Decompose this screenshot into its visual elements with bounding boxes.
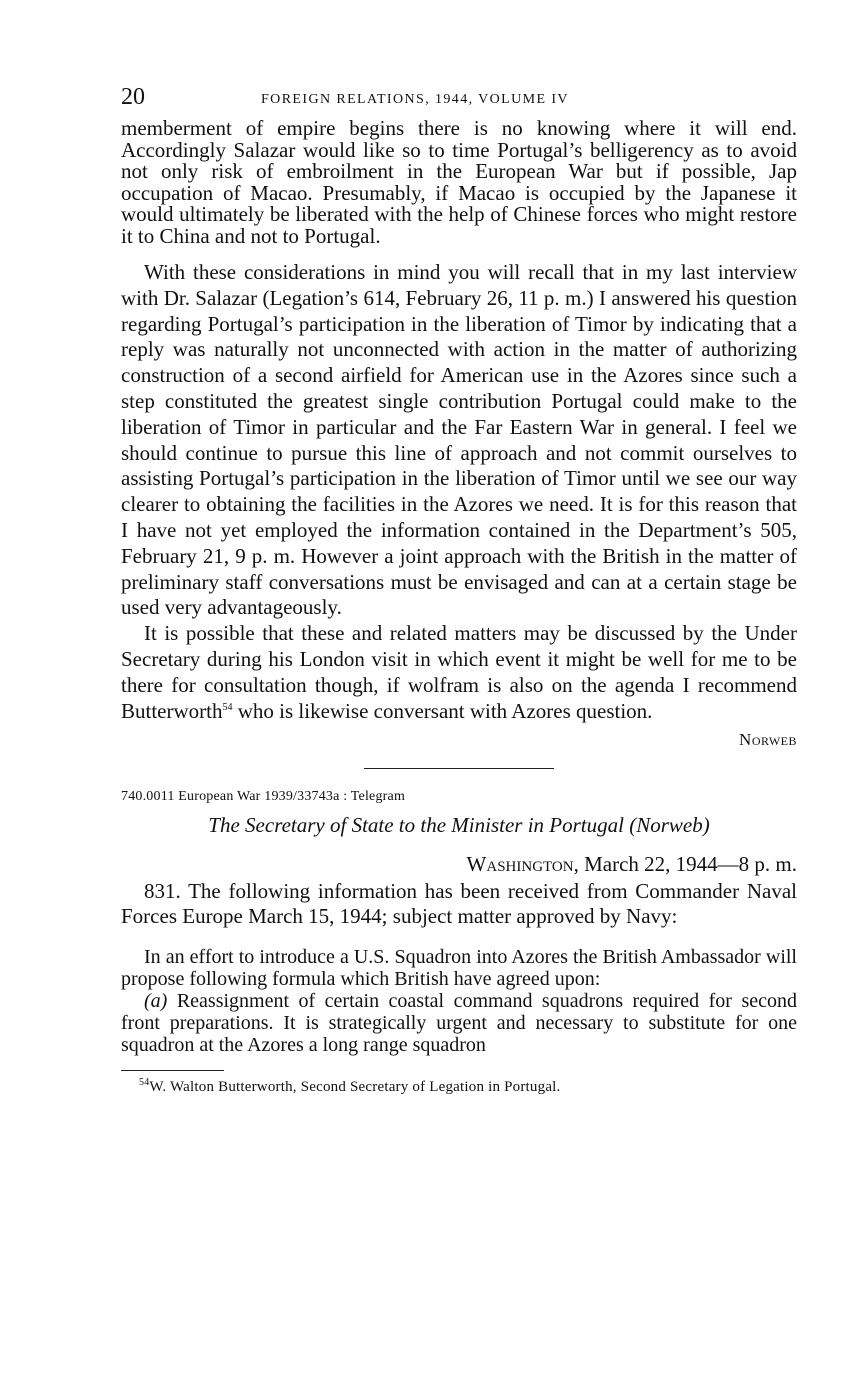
signature: Norweb <box>739 730 797 750</box>
paragraph-considerations: With these considerations in mind you will recall that in my last interview with Dr. Salazar (Legation’s 614, February 26, 11 p. m.) I answered his question regarding Portugal’s participation in the liberation of Timor by indicating that a reply was naturally not unconnected with action in the matter of authorizing construction of a second airfield for American use in the Azores since such a step constituted the greatest single contribution Portugal could make to the liberation of Timor in particular and the Far Eastern War in general. I feel we should continue to pursue this line of approach and not commit ourselves to assisting Portugal’s participation in the liberation of Timor until we see our way clearer to obtaining the facilities in the Azores we need. It is for this reason that I have not yet employed the information contained in the Department’s 505, February 21, 9 p. m. However a joint approach with the British in the matter of preliminary staff conversations must be envisaged and can at a certain stage be used very advantageously. <box>121 260 797 620</box>
item-label: (a) <box>144 990 168 1013</box>
footnote-reference: 54 <box>222 701 233 713</box>
page-header <box>121 84 797 118</box>
file-reference: 740.0011 European War 1939/33743a : Telegram <box>121 789 406 805</box>
footnote-number: 54 <box>139 1077 150 1089</box>
quoted-paragraph: In an effort to introduce a U.S. Squadron into Azores the British Ambassador will propose following formula which British have agreed upon: <box>121 946 797 991</box>
item-text: Reassignment of certain coastal command squadrons required for second front preparations. It is strategically urgent and necessary to substitute for one squadron at the Azores a long range squadron <box>121 990 797 1057</box>
document-page <box>121 84 797 1096</box>
quoted-item <box>121 990 797 1056</box>
dateline-date: March 22, 1944—8 p. m. <box>578 852 797 877</box>
footnote-rule <box>121 1070 224 1071</box>
footnote-text: W. Walton Butterworth, Second Secretary of Legation in Portugal. <box>149 1079 561 1096</box>
paragraph-text: It is possible that these and related matters may be discussed by the Under Secretary during his London visit in which event it might be well for me to be there for consultation though, if wolfram is also on the agenda I recommend Butterworth <box>121 621 797 723</box>
paragraph-text-end: who is likewise conversant with Azores question. <box>232 698 653 723</box>
paragraph-under-secretary <box>121 621 797 724</box>
telegram-paragraph: 831. The following information has been received from Commander Naval Forces Europe March 15, 1944; subject matter approved by Navy: <box>121 879 797 929</box>
section-divider <box>364 768 554 769</box>
document-title: The Secretary of State to the Minister in Portugal (Norweb) <box>208 813 710 838</box>
running-title: FOREIGN RELATIONS, 1944, VOLUME IV <box>261 92 569 107</box>
dateline <box>121 852 797 877</box>
page-number: 20 <box>121 84 145 110</box>
dateline-place: Washington, <box>466 852 579 877</box>
footnote <box>121 1079 797 1096</box>
paragraph-continued: memberment of empire begins there is no knowing where it will end. Accordingly Salazar would like so to time Portugal’s belligerency as to avoid not only risk of embroilment in the European War but if possible, Jap occupation of Macao. Presumably, if Macao is occupied by the Japanese it would ultimately be liberated with the help of Chinese forces who might restore it to China and not to Portugal. <box>121 116 797 248</box>
